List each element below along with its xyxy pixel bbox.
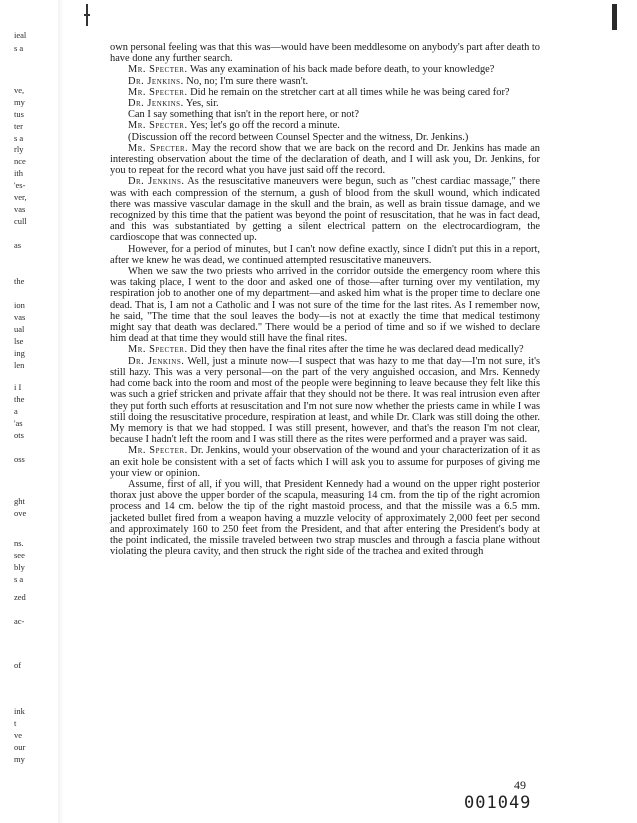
testimony-paragraph xyxy=(110,76,540,87)
margin-fragment: see xyxy=(14,550,25,560)
margin-fragment: ter xyxy=(14,121,23,131)
testimony-paragraph xyxy=(110,479,540,557)
margin-fragment: ion xyxy=(14,300,25,310)
margin-fragment: 'es- xyxy=(14,180,26,190)
margin-fragment: zed xyxy=(14,592,26,602)
margin-fragment: t xyxy=(14,718,17,728)
margin-fragment: ve, xyxy=(14,85,25,95)
speaker-label: Mr. Specter. xyxy=(128,142,189,154)
margin-fragment: nce xyxy=(14,156,26,166)
speaker-label: Dr. Jenkins. xyxy=(128,75,184,87)
margin-mark xyxy=(86,4,88,26)
margin-fragment: ver, xyxy=(14,192,27,202)
margin-fragment: s a xyxy=(14,574,24,584)
edge-bar xyxy=(612,4,617,30)
testimony-paragraph xyxy=(110,176,540,243)
margin-fragment: my xyxy=(14,97,25,107)
paragraph-text: Was any examination of his back made before death, to your knowledge? xyxy=(187,64,495,76)
page-number: 49 xyxy=(514,778,526,792)
testimony-body xyxy=(110,42,540,557)
margin-fragment: ac- xyxy=(14,616,25,626)
speaker-label: Mr. Specter. xyxy=(128,344,188,356)
paragraph-text: As the resuscitative maneuvers were begun, such as "chest cardiac massage," there was with each compression of the sternum, a gush of blood from the skull wound, which indicated there was massive vascular damage in the skull and the brain, as well as brain tissue damage, and we recognized by this time that the patient was beyond the point of resuscitation, that he was in fact dead, and this was substantiated by getting a silent electrical pattern on the electrocardiogram, the cardioscope that was connected up. xyxy=(110,176,540,244)
paragraph-text: Can I say something that isn't in the report here, or not? xyxy=(128,109,359,121)
margin-fragment: rly xyxy=(14,144,24,154)
paragraph-text: (Discussion off the record between Counsel Specter and the witness, Dr. Jenkins.) xyxy=(128,131,469,143)
margin-fragment: cull xyxy=(14,216,27,226)
margin-fragment: our xyxy=(14,742,26,752)
margin-fragment: ve xyxy=(14,730,23,740)
margin-fragment: ght xyxy=(14,496,25,506)
margin-fragment: a xyxy=(14,406,18,416)
testimony-paragraph xyxy=(110,132,540,143)
margin-fragment: ove xyxy=(14,508,27,518)
margin-fragment: as xyxy=(14,240,22,250)
margin-fragment: len xyxy=(14,360,25,370)
margin-fragment: ink xyxy=(14,706,25,716)
margin-fragment: bly xyxy=(14,562,25,572)
margin-fragment: of xyxy=(14,660,22,670)
speaker-label: Dr. Jenkins. xyxy=(128,98,184,110)
paragraph-text: Yes; let's go off the record a minute. xyxy=(187,120,340,132)
testimony-paragraph xyxy=(110,344,540,355)
margin-fragment: ual xyxy=(14,324,25,334)
speaker-label: Dr. Jenkins. xyxy=(128,355,185,367)
paragraph-text: May the record show that we are back on the record and Dr. Jenkins has made an interesting observation about the time of the declaration of death, and I will ask you, Dr. Jenkins, for you to repeat for the record what you have just said off the record. xyxy=(110,142,541,177)
speaker-label: Mr. Specter. xyxy=(128,445,188,457)
testimony-paragraph xyxy=(110,120,540,131)
speaker-label: Dr. Jenkins. xyxy=(128,176,185,188)
speaker-label: Mr. Specter. xyxy=(128,64,188,76)
testimony-paragraph xyxy=(110,266,540,344)
margin-fragment: oss xyxy=(14,454,25,464)
testimony-paragraph xyxy=(110,64,540,75)
margin-fragment: vas xyxy=(14,204,26,214)
paragraph-text: However, for a period of minutes, but I can't now define exactly, since I didn't put this in a report, after we knew he was dead, we continued attempted resuscitative maneuvers. xyxy=(110,243,540,266)
testimony-paragraph xyxy=(110,87,540,98)
testimony-paragraph xyxy=(110,356,540,446)
margin-fragment: my xyxy=(14,754,25,764)
testimony-paragraph xyxy=(110,98,540,109)
margin-fragment: the xyxy=(14,394,25,404)
margin-fragment: vas xyxy=(14,312,26,322)
margin-fragment: the xyxy=(14,276,25,286)
paragraph-text: own personal feeling was that this was—would have been meddlesome on anybody's part after death to have done any further search. xyxy=(110,42,540,65)
margin-fragment: 'as xyxy=(14,418,23,428)
margin-fragment: ots xyxy=(14,430,24,440)
paragraph-text: No, no; I'm sure there wasn't. xyxy=(183,75,309,87)
paragraph-text: Well, just a minute now—I suspect that was hazy to me that day—I'm not sure, it's still hazy. This was a very personal—on the part of the very anguished occasion, and Mrs. Kennedy had come back into the room and most of the people were beginning to leave because they felt like this was such a grief stricken and private affair that they should not be there. It was real intrusion even after they put forth such efforts at resuscitation and I'm not sure now whether the priests came in while I was still doing the resuscitative procedure, respiration at least, and while Dr. Clark was still doing the other. My memory is that we had stopped. I was still present, however, and that's the reason I'm not clear, because I hadn't left the room and I was still there as the rites were performed and a prayer was said. xyxy=(110,355,540,446)
speaker-label: Mr. Specter. xyxy=(128,86,188,98)
testimony-paragraph xyxy=(110,42,540,64)
paragraph-text: When we saw the two priests who arrived in the corridor outside the emergency room where this was taking place, I went to the door and asked one of those—after turning over my ventilation, my respiration job to another one of my department—and asked him what is the proper time to declare one dead. That is, I am not a Catholic and I was not sure of the time for the last rites. As I remember now, he said, "The time that the soul leaves the body—is not at exactly the time that medical testimony might say that death was declared." There would be a period of time and so if we wished to declare him dead at that time they would still have the final rites. xyxy=(110,266,540,345)
testimony-paragraph xyxy=(110,244,540,266)
testimony-paragraph xyxy=(110,445,540,479)
margin-fragment: ns. xyxy=(14,538,24,548)
testimony-paragraph xyxy=(110,143,540,177)
testimony-paragraph xyxy=(110,109,540,120)
margin-fragment: i I xyxy=(14,382,22,392)
paragraph-text: Did he remain on the stretcher cart at all times while he was being cared for? xyxy=(187,86,510,98)
margin-fragment: ith xyxy=(14,168,23,178)
paragraph-text: Yes, sir. xyxy=(183,98,219,110)
margin-fragment: lse xyxy=(14,336,24,346)
binding-shadow xyxy=(58,0,64,823)
paragraph-text: Dr. Jenkins, would your observation of the wound and your characterization of it as an exit hole be consistent with a set of facts which I will ask you to assume for purposes of giving me your view or opinion. xyxy=(110,445,541,479)
margin-fragment: tus xyxy=(14,109,24,119)
speaker-label: Mr. Specter. xyxy=(128,120,188,132)
paragraph-text: Did they then have the final rites after the time he was declared dead medically? xyxy=(187,344,524,356)
margin-fragment: s a xyxy=(14,43,24,53)
document-stamp-number: 001049 xyxy=(464,793,532,813)
margin-fragment: ieal xyxy=(14,30,27,40)
margin-fragment: ing xyxy=(14,348,25,358)
paragraph-text: Assume, first of all, if you will, that President Kennedy had a wound on the upper right posterior thorax just above the upper border of the scapula, measuring 14 cm. from the tip of the right acromion process and 14 cm. below the tip of the right mastoid process, and that the missile was a 6.5 mm. jacketed bullet fired from a weapon having a muzzle velocity of approximately 2,000 feet per second and approximately 160 to 250 feet from the President, and that after entering the President's body at the point indicated, the missile traveled between two strap muscles and through a fascia plane without violating the pleura cavity, and then struck the right side of the trachea and exited through xyxy=(110,478,540,558)
margin-fragment: s a xyxy=(14,133,24,143)
